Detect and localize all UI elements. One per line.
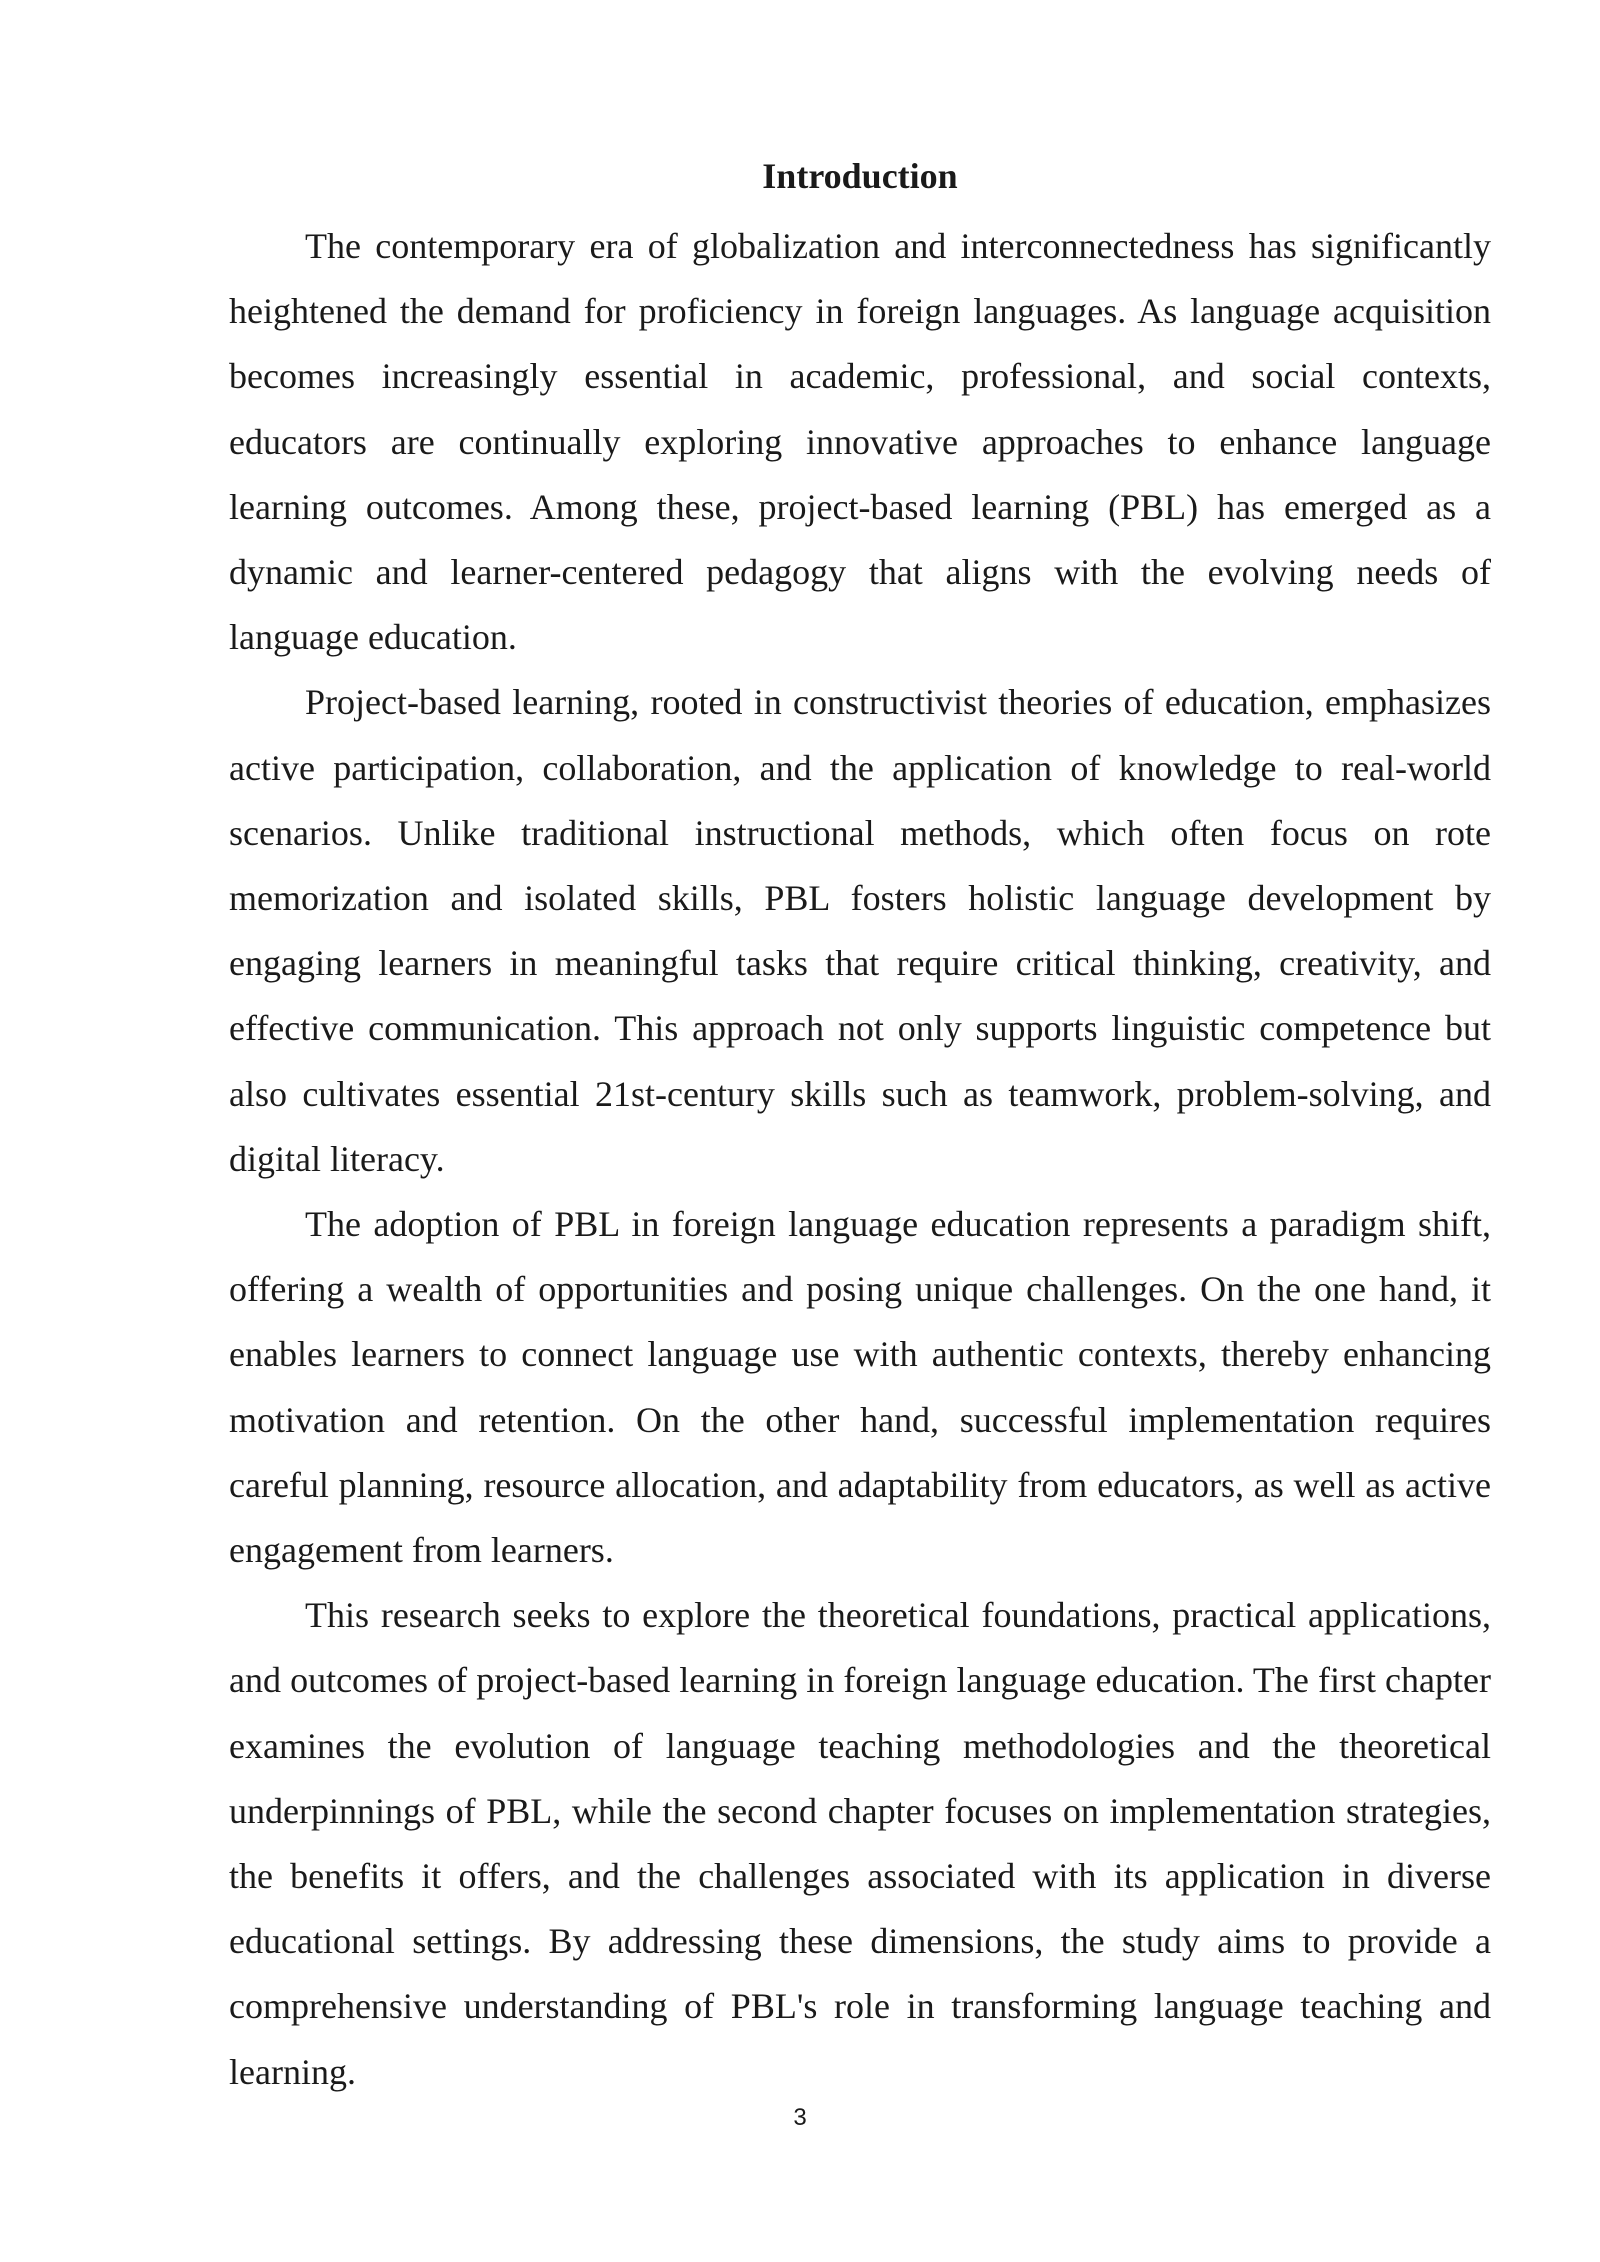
- paragraph-1: The contemporary era of globalization and interconnectedness has significantly heightened the demand for proficiency in foreign languages. As language acquisition becomes increasingly essential in academic, professional, and social contexts, educators are continually exploring innovative approaches to enhance language learning outcomes. Among these, project-based learning (PBL) has emerged as a dynamic and learner-centered pedagogy that aligns with the evolving needs of language education.: [229, 226, 1491, 658]
- page-content: [229, 148, 1491, 2105]
- paragraph-4: This research seeks to explore the theoretical foundations, practical applications, and outcomes of project-based learning in foreign language education. The first chapter examines the evolution of language teaching methodologies and the theoretical underpinnings of PBL, while the second chapter focuses on implementation strategies, the benefits it offers, and the challenges associated with its application in diverse educational settings. By addressing these dimensions, the study aims to provide a comprehensive understanding of PBL's role in transforming language teaching and learning.: [229, 1595, 1491, 2092]
- page-number: 3: [793, 2104, 807, 2131]
- paragraph-3: The adoption of PBL in foreign language education represents a paradigm shift, offering a wealth of opportunities and posing unique challenges. On the one hand, it enables learners to connect language use with authentic contexts, thereby enhancing motivation and retention. On the other hand, successful implementation requires careful planning, resource allocation, and adaptability from educators, as well as active engagement from learners.: [229, 1204, 1491, 1571]
- section-title: Introduction: [762, 156, 958, 196]
- paragraph-2: Project-based learning, rooted in constructivist theories of education, emphasizes active participation, collaboration, and the application of knowledge to real-world scenarios. Unlike traditional instructional methods, which often focus on rote memorization and isolated skills, PBL fosters holistic language development by engaging learners in meaningful tasks that require critical thinking, creativity, and effective communication. This approach not only supports linguistic competence but also cultivates essential 21st-century skills such as teamwork, problem-solving, and digital literacy.: [229, 682, 1491, 1179]
